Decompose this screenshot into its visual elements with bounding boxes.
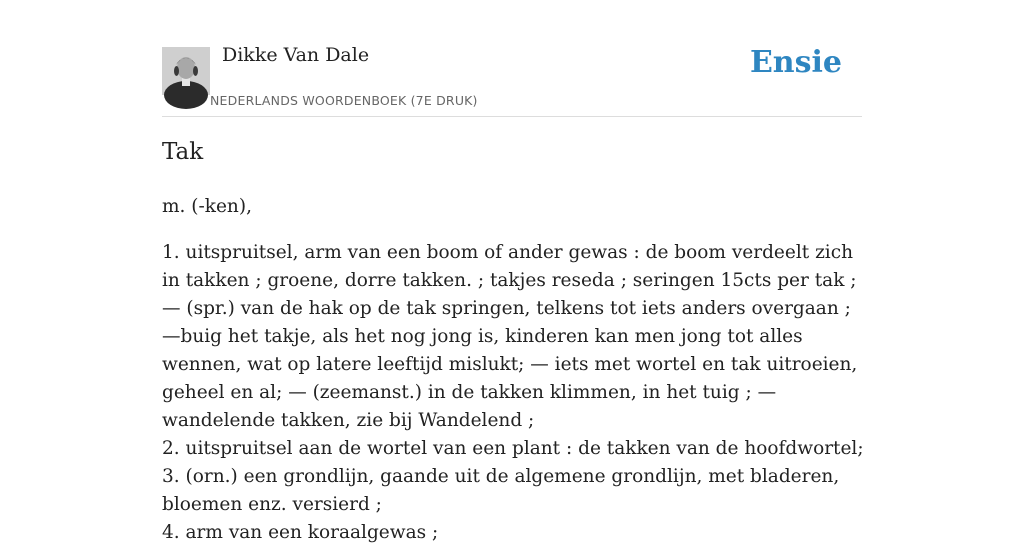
- header: [162, 0, 862, 117]
- entry-grammar: m. (-ken),: [162, 196, 252, 217]
- author-name[interactable]: Dikke Van Dale: [222, 44, 370, 66]
- brand-logo[interactable]: Ensie: [749, 45, 842, 80]
- sense-4: 4. arm van een koraalgewas ;: [162, 522, 439, 543]
- sense-3: 3. (orn.) een grondlijn, gaande uit de algemene grondlijn, met bladeren, bloemen enz. versierd ;: [162, 466, 840, 515]
- sense-1: 1. uitspruitsel, arm van een boom of ander gewas : de boom verdeelt zich in takken ; groene, dorre takken. ; takjes reseda ; seringen 15cts per tak ; — (spr.) van de hak op de tak springen, telkens tot iets anders overgaan ; —buig het takje, als het nog jong is, kinderen kan men jong tot alles wennen, wat op latere leeftijd mislukt; — iets met wortel en tak uitroeien, geheel en al; — (zeemanst.) in de takken klimmen, in het tuig ; — wandelende takken, zie bij Wandelend ;: [162, 242, 858, 431]
- dictionary-name[interactable]: NEDERLANDS WOORDENBOEK (7E DRUK): [210, 93, 478, 108]
- author-portrait-svg: [162, 47, 210, 95]
- sense-2: 2. uitspruitsel aan de wortel van een plant : de takken van de hoofdwortel;: [162, 438, 864, 459]
- entry-definition: [162, 239, 867, 547]
- entry-title: Tak: [162, 139, 204, 165]
- author-portrait-icon[interactable]: [162, 47, 210, 95]
